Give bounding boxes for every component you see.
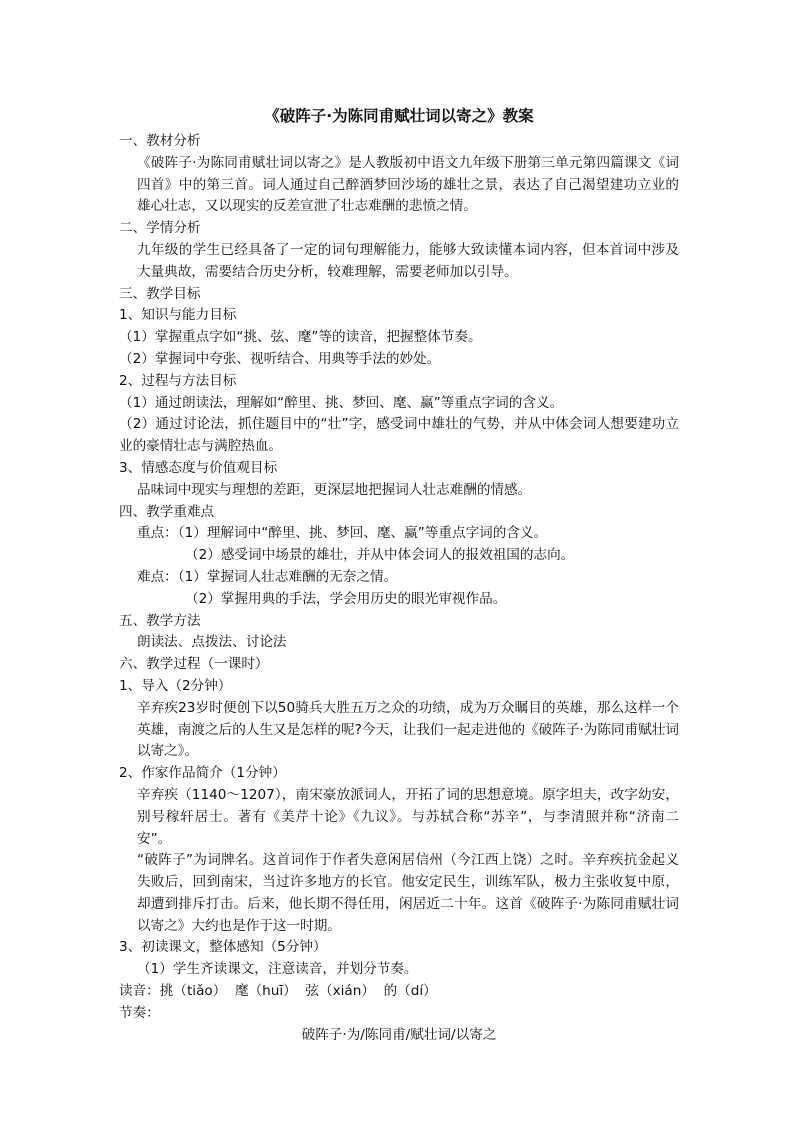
subheading: 3、初读课文，整体感知（5分钟）	[119, 939, 327, 956]
list-item: （2）通过讨论法，抓住题目中的“壮”字，感受词中雄壮的气势，并从中体会词人想要建功立业的豪情壮志与满腔热血。	[119, 416, 679, 455]
rhythm-label: 节奏：	[119, 1004, 160, 1021]
paragraph: 九年级的学生已经具备了一定的词句理解能力，能够大致读懂本词内容，但本首词中涉及大量典故，需要结合历史分析，较难理解，需要老师加以引导。	[137, 241, 679, 280]
page-title: 《破阵子·为陈同甫赋壮词以寄之》教案	[264, 107, 534, 125]
subheading: 3、情感态度与价值观目标	[119, 459, 278, 476]
difficult-point: （2）掌握用典的手法，学会用历史的眼光审视作品。	[185, 590, 507, 607]
key-point: （2）感受词中场景的雄壮，并从中体会词人的报效祖国的志向。	[185, 547, 575, 564]
paragraph: 辛弃疾（1140～1207），南宋豪放派词人，开拓了词的思想意境。原字坦夫，改字幼安，别号稼轩居士。著有《美芹十论》《九议》。与苏轼合称“苏辛”，与李清照并称“济南二安”。	[137, 786, 679, 847]
subheading: 1、知识与能力目标	[119, 307, 237, 324]
section-heading: 一、教材分析	[119, 133, 201, 149]
list-item: （1）通过朗读法，理解如“醉里、挑、梦回、麾、赢”等重点字词的含义。	[119, 394, 564, 411]
list-item: （1）掌握重点字如“挑、弦、麾”等的读音，把握整体节奏。	[119, 329, 482, 346]
section-heading: 四、教学重难点	[119, 503, 215, 520]
list-item: （2）掌握词中夸张、视听结合、用典等手法的妙处。	[119, 350, 441, 367]
section-heading: 三、教学目标	[119, 285, 201, 302]
paragraph: “破阵子”为词牌名。这首词作于作者失意闲居信州（今江西上饶）之时。辛弃疾抗金起义失败后，回到南宋，当过许多地方的长官。他安定民生，训练军队，极力主张收复中原，却遭到排斥打击。后来，他长期不得任用，闲居近二十年。这首《破阵子·为陈同甫赋壮词以寄之》大约也是作于这一时期。	[137, 852, 679, 934]
key-point: 重点：（1）理解词中“醉里、挑、梦回、麾、赢”等重点字词的含义。	[137, 525, 548, 542]
list-item: （1）学生齐读课文，注意读音，并划分节奏。	[137, 961, 418, 978]
section-heading: 六、教学过程（一课时）	[119, 656, 269, 673]
lesson-plan	[119, 103, 679, 1046]
section-heading: 二、学情分析	[119, 220, 201, 237]
paragraph: 《破阵子·为陈同甫赋壮词以寄之》是人教版初中语文九年级下册第三单元第四篇课文《词四首》中的第三首。词人通过自己醉酒梦回沙场的雄壮之景，表达了自己渴望建功立业的雄心壮志，又以现实的反差宣泄了壮志难酬的悲愤之情。	[137, 154, 679, 215]
subheading: 2、过程与方法目标	[119, 372, 237, 389]
paragraph: 朗读法、点拨法、讨论法	[137, 634, 287, 651]
paragraph: 辛弃疾23岁时便创下以50骑兵大胜五万之众的功绩，成为万众瞩目的英雄，那么这样一个英雄，南渡之后的人生又是怎样的呢?今天，让我们一起走进他的《破阵子·为陈同甫赋壮词以寄之》。	[137, 699, 679, 760]
pronunciation-line: 读音：挑（tiǎo） 麾（huī） 弦（xián） 的（dí）	[119, 983, 437, 1000]
subheading: 2、作家作品简介（1分钟）	[119, 765, 286, 782]
difficult-point: 难点：（1）掌握词人壮志难酬的无奈之情。	[137, 568, 398, 585]
paragraph: 品味词中现实与理想的差距，更深层地把握词人壮志难酬的情感。	[137, 481, 532, 498]
section-heading: 五、教学方法	[119, 612, 201, 629]
rhythm-line: 破阵子·为/陈同甫/赋壮词/以寄之	[301, 1026, 497, 1043]
subheading: 1、导入（2分钟）	[119, 677, 232, 694]
